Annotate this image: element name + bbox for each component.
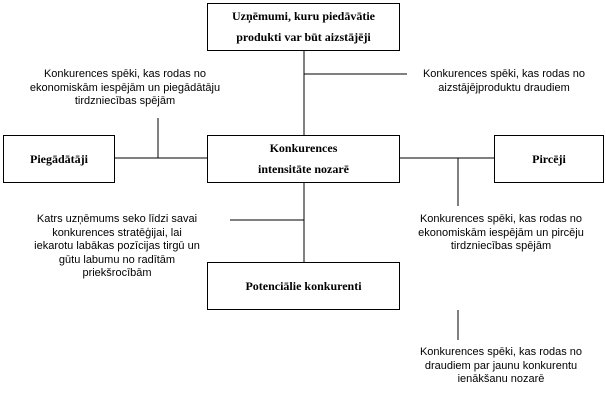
suppliers-note-line-2: ekonomiskām iespējām un piegādātāju (29, 81, 221, 94)
buyers-box (494, 135, 604, 183)
buyers-note (398, 213, 604, 254)
center-box (207, 135, 400, 183)
rivalry-note-line-2: konkurences stratēģijai, lai (52, 226, 182, 239)
rivalry-note-line-5: priekšrocībām (82, 267, 152, 279)
buyers-note-line-2: ekonomiskām iespējām un pircēju (418, 226, 584, 239)
entrants-note-line-1: Konkurences spēki, kas rodas no (419, 346, 583, 358)
entrants-note-line-3: ienākšanu nozarē (457, 373, 545, 385)
buyers-note-line-3: tirdzniecības spējām (450, 240, 552, 252)
rivalry-note-line-4: gūtu labumu no radītām (58, 253, 176, 266)
center-box-line-2: intensitāte nozarē (258, 162, 349, 176)
substitutes-box-line-1: Uzņēmumi, kuru piedāvātie (231, 9, 375, 23)
rivalry-note-line-1: Katrs uzņēmums seko līdzi savai (36, 213, 198, 225)
substitutes-note-line-1: Konkurences spēki, kas rodas no (422, 68, 586, 80)
suppliers-box (3, 135, 115, 183)
entrants-box (207, 262, 400, 310)
entrants-box-label: Potenciālie konkurenti (245, 278, 362, 293)
suppliers-note (20, 68, 230, 109)
buyers-box-label: Pircēji (532, 151, 566, 166)
center-box-line-1: Konkurences (269, 141, 338, 155)
substitutes-note-line-2: aizstājējproduktu draudiem (438, 81, 570, 94)
rivalry-note-line-3: iekarotu labākas pozīcijas tirgū un (34, 240, 200, 252)
suppliers-box-label: Piegādātāji (30, 151, 88, 166)
suppliers-note-line-3: tirdzniecības spējām (74, 95, 176, 107)
substitutes-box (207, 3, 400, 51)
buyers-note-line-1: Konkurences spēki, kas rodas no (419, 213, 583, 225)
entrants-note (398, 346, 604, 387)
substitutes-note (404, 68, 604, 95)
entrants-note-line-2: draudiem par jaunu konkurentu (424, 359, 578, 372)
substitutes-box-line-2: produkti var būt aizstājēji (236, 30, 371, 44)
suppliers-note-line-1: Konkurences spēki, kas rodas no (43, 68, 207, 80)
rivalry-note (4, 213, 230, 281)
